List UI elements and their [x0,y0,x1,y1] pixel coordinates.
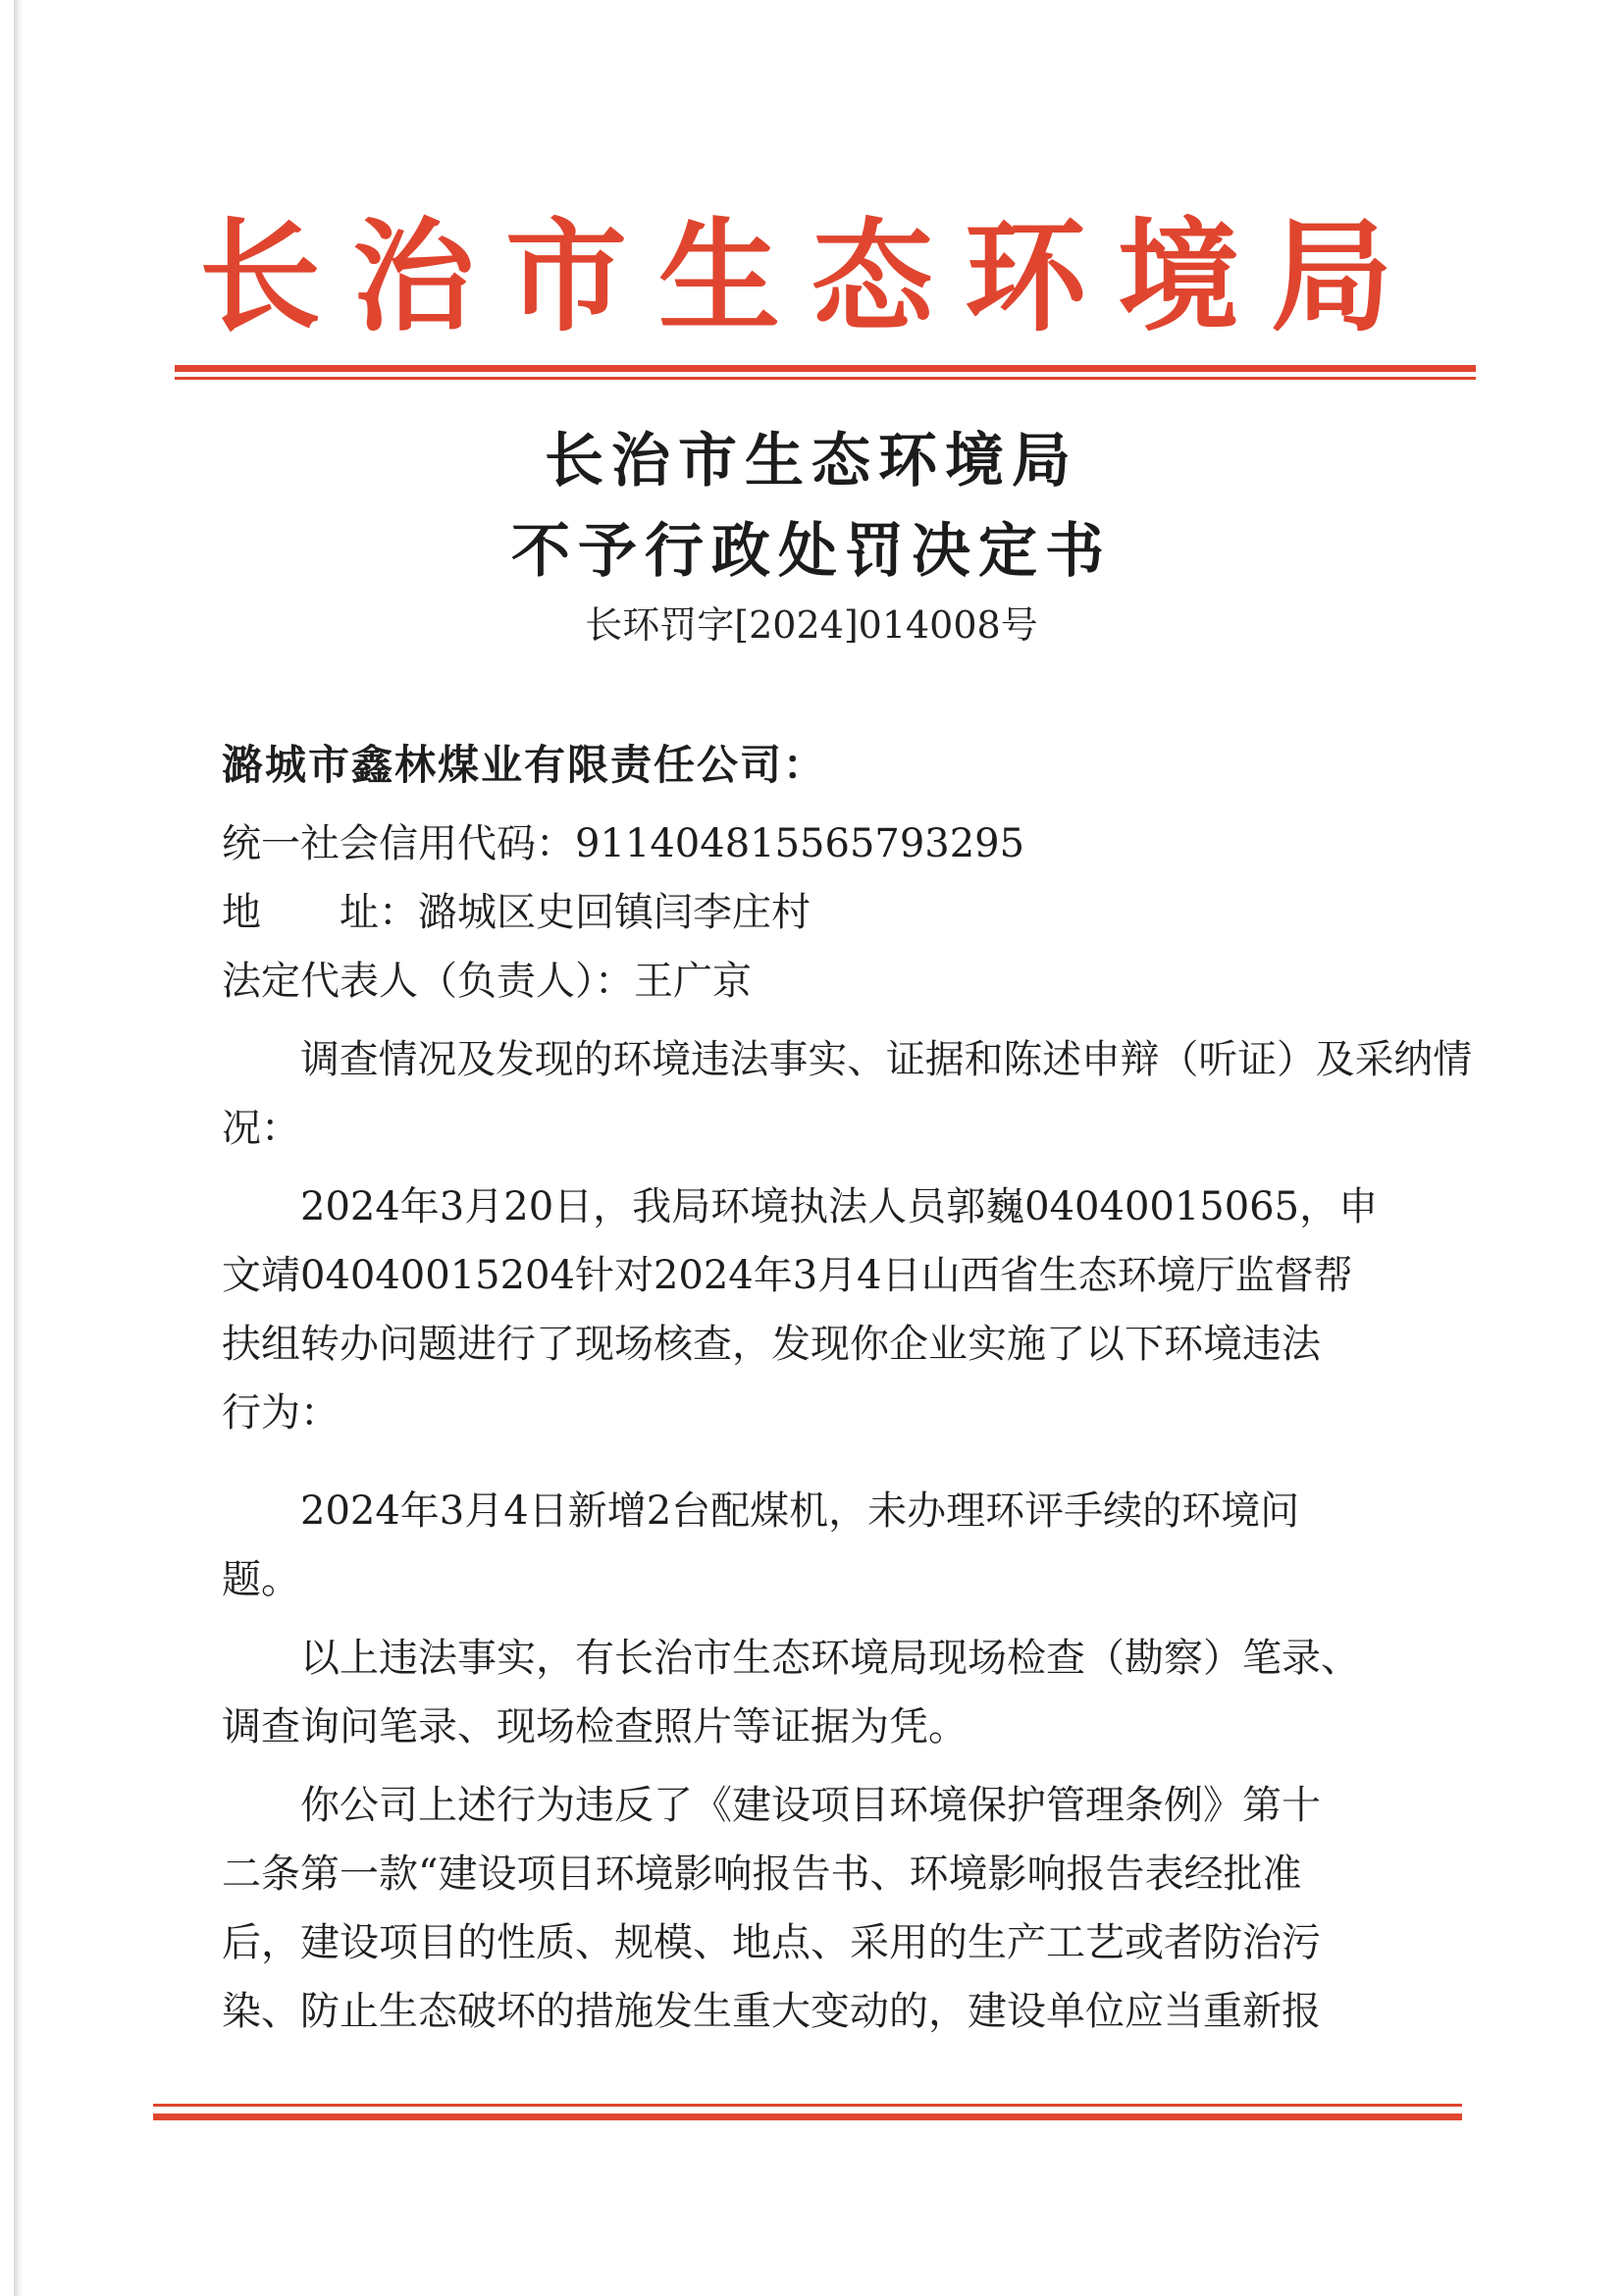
document-title-line-1: 长治市生态环境局 [545,427,1078,496]
address-value: 潞城区史回镇闫李庄村 [418,890,811,935]
address-line [222,887,811,938]
addressee-name: 潞城市鑫林煤业有限责任公司： [222,741,827,789]
body-line: 调查询问笔录、现场检查照片等证据为凭。 [222,1704,968,1749]
body-line: 扶组转办问题进行了现场核查，发现你企业实施了以下环境违法 [222,1322,1321,1367]
body-line: 2024年3月4日新增2台配煤机，未办理环评手续的环境问 [300,1488,1300,1534]
document-title-line-2: 不予行政处罚决定书 [511,517,1112,586]
letterhead-rule-thick [175,365,1476,372]
footer-rule-thin [153,2104,1462,2107]
body-line: 文靖04040015204针对2024年3月4日山西省生态环境厅监督帮 [222,1253,1353,1298]
body-line: 以上违法事实，有长治市生态环境局现场检查（勘察）笔录、 [300,1636,1360,1681]
scan-edge [14,0,24,2296]
credit-code: 统一社会信用代码：911404815565793295 [222,821,1025,866]
body-line: 后，建设项目的性质、规模、地点、采用的生产工艺或者防治污 [222,1920,1321,1965]
footer-rule-thick [153,2113,1462,2120]
body-line: 你公司上述行为违反了《建设项目环境保护管理条例》第十 [300,1783,1321,1828]
body-line: 行为： [222,1390,340,1435]
legal-representative: 法定代表人（负责人）：王广京 [222,959,752,1004]
address-label: 地 址： [222,890,418,935]
body-line: 二条第一款“建设项目环境影响报告书、环境影响报告表经批准 [222,1852,1302,1897]
body-line: 2024年3月20日，我局环境执法人员郭巍04040015065，申 [300,1184,1379,1229]
body-line: 况： [222,1106,300,1151]
body-line: 染、防止生态破坏的措施发生重大变动的，建设单位应当重新报 [222,1989,1321,2034]
letterhead-rule-thin [175,377,1476,380]
letterhead-agency-name: 长治市生态环境局 [198,207,1424,348]
body-line: 题。 [222,1557,300,1602]
document-number: 长环罚字[2024]014008号 [585,603,1038,647]
body-line: 调查情况及发现的环境违法事实、证据和陈述申辩（听证）及采纳情 [300,1037,1472,1082]
